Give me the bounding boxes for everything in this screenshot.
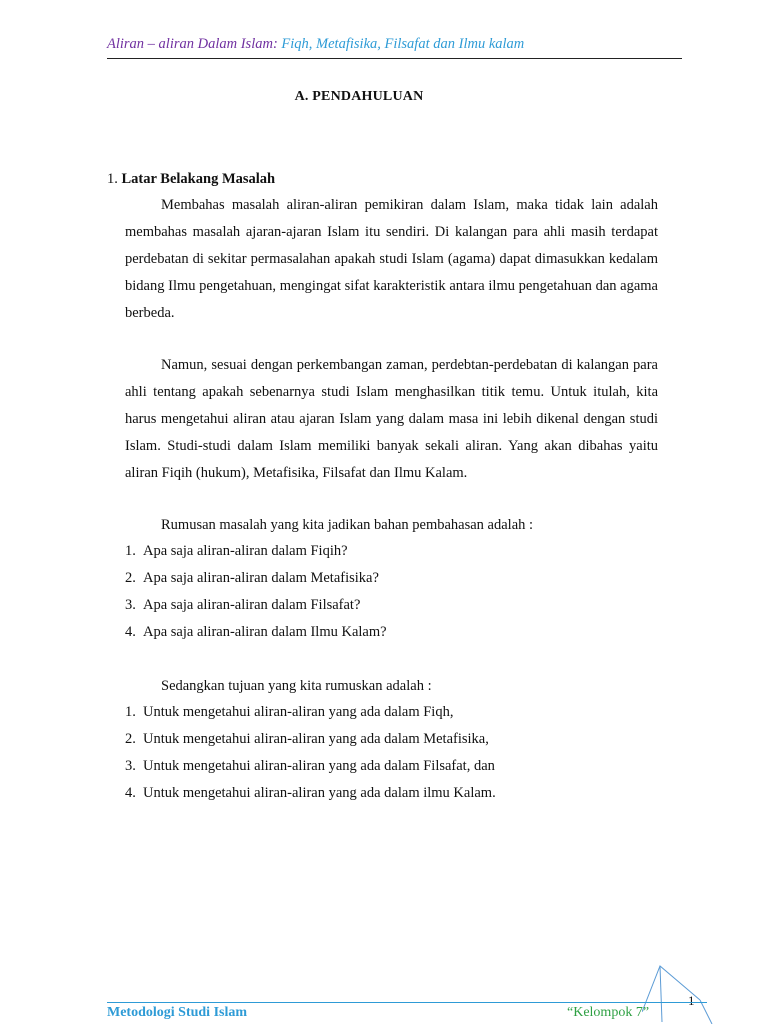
list-item: 3. Untuk mengetahui aliran-aliran yang ada dalam Filsafat, dan [125, 758, 495, 774]
list-item: 2. Untuk mengetahui aliran-aliran yang ada dalam Metafisika, [125, 731, 489, 747]
subsection-title: Latar Belakang Masalah [121, 171, 276, 187]
tujuan-list [125, 699, 496, 807]
header-title: Aliran – aliran Dalam Islam: [107, 36, 278, 52]
paragraph-text: Membahas masalah aliran-aliran pemikiran dalam Islam, maka tidak lain adalah membahas masalah ajaran-ajaran Islam itu sendiri. Di kalangan para ahli masih terdapat perdebatan di sekitar permasalahan apakah studi Islam (agama) dapat dimasukkan kedalam bidang Ilmu pengetahuan, mengingat sifat karakteristik antara ilmu pengetahuan dan agama berbeda. [125, 197, 658, 321]
footer-rule [107, 1002, 707, 1003]
tujuan-lead: Sedangkan tujuan yang kita rumuskan adalah : [161, 678, 432, 694]
header-rule [107, 58, 682, 59]
paragraph-2 [125, 352, 658, 487]
rumusan-lead: Rumusan masalah yang kita jadikan bahan pembahasan adalah : [161, 517, 534, 533]
subsection-number: 1. [107, 171, 118, 187]
page-number: 1 [688, 993, 695, 1008]
footer-course-title: Metodologi Studi Islam [107, 1005, 248, 1020]
list-item: 4. Apa saja aliran-aliran dalam Ilmu Kalam? [125, 624, 387, 640]
header-subtitle: Fiqh, Metafisika, Filsafat dan Ilmu kalam [277, 36, 525, 52]
paragraph-text: Namun, sesuai dengan perkembangan zaman, perdebtan-perdebatan di kalangan para ahli tentang apakah sebenarnya studi Islam menghasilkan titik temu. Untuk itulah, kita harus mengetahui aliran atau ajaran Islam yang dalam masa ini lebih dikenal dengan studi Islam. Studi-studi dalam Islam memiliki banyak sekali aliran. Yang akan dibahas yaitu aliran Fiqih (hukum), Metafisika, Filsafat dan Ilmu Kalam. [125, 357, 658, 481]
section-title: A. PENDAHULUAN [294, 89, 424, 104]
running-header [107, 36, 682, 53]
footer-group-label: “Kelompok 7” [567, 1005, 650, 1020]
subsection-heading [107, 171, 275, 188]
list-item: 2. Apa saja aliran-aliran dalam Metafisika? [125, 570, 379, 586]
list-item: 3. Apa saja aliran-aliran dalam Filsafat? [125, 597, 361, 613]
rumusan-list [125, 538, 387, 646]
list-item: 4. Untuk mengetahui aliran-aliran yang ada dalam ilmu Kalam. [125, 785, 496, 801]
list-item: 1. Apa saja aliran-aliran dalam Fiqih? [125, 543, 348, 559]
list-item: 1. Untuk mengetahui aliran-aliran yang ada dalam Fiqh, [125, 704, 454, 720]
paragraph-1 [125, 192, 658, 327]
